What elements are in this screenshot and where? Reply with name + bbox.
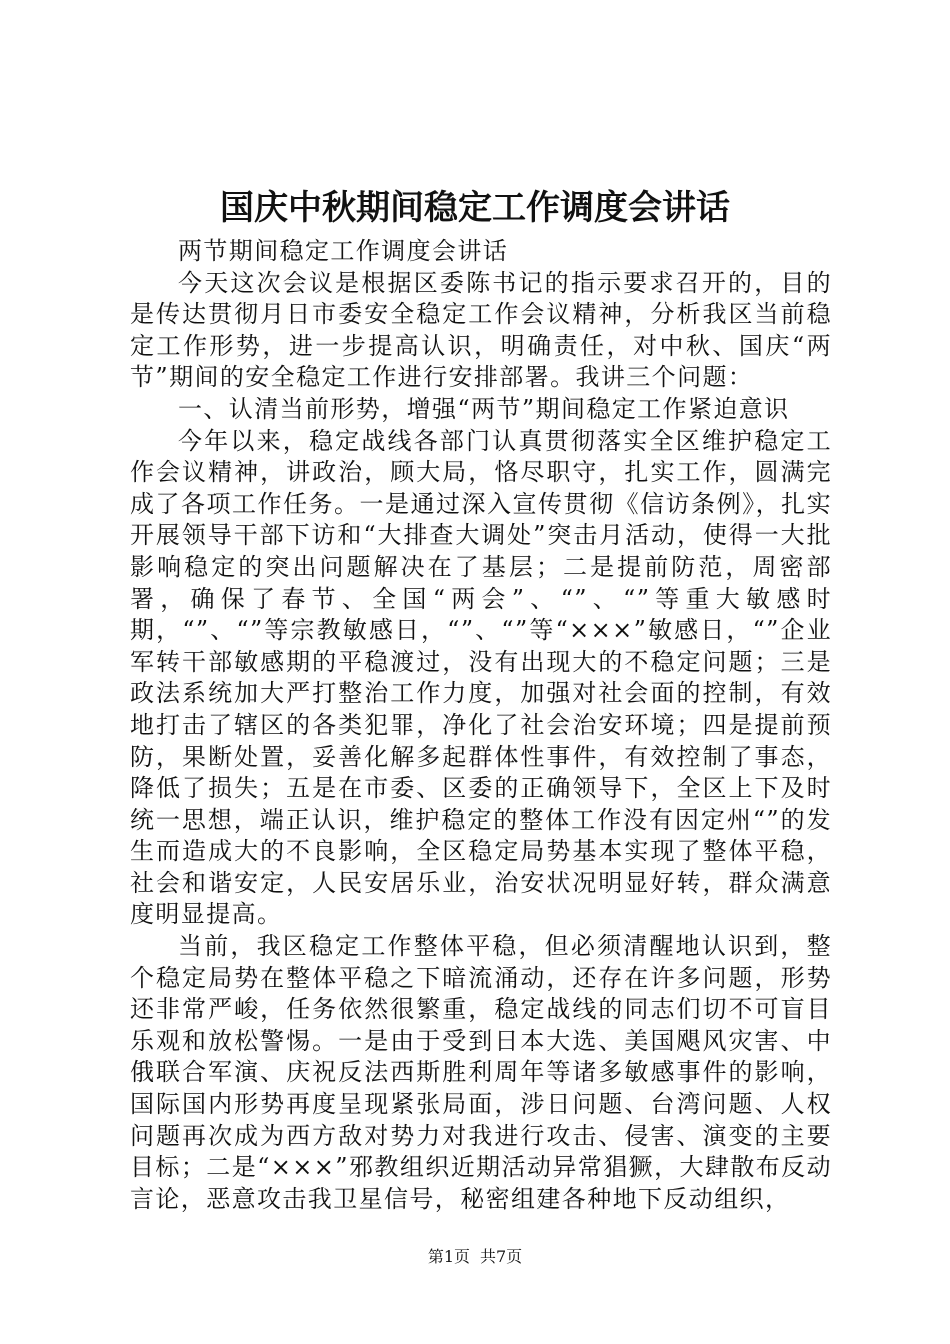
paragraph-intro: 今天这次会议是根据区委陈书记的指示要求召开的，目的是传达贯彻月日市委安全稳定工作会议精神，分析我区当前稳定工作形势，进一步提高认识，明确责任，对中秋、国庆“两节”期间的安全稳定工作进行安排部署。我讲三个问题： (130, 268, 832, 392)
section-heading-1: 一、认清当前形势，增强“两节”期间稳定工作紧迫意识 (178, 394, 790, 423)
paragraph-situation: 当前，我区稳定工作整体平稳，但必须清醒地认识到，整个稳定局势在整体平稳之下暗流涌动，还存在许多问题，形势还非常严峻，任务依然很繁重，稳定战线的同志们切不可盲目乐观和放松警惕。一是由于受到日本大选、美国飓风灾害、中俄联合军演、庆祝反法西斯胜利周年等诸多敏感事件的影响，国际国内形势再度呈现紧张局面，涉日问题、台湾问题、人权问题再次成为西方敌对势力对我进行攻击、侵害、演变的主要目标；二是“×××”邪教组织近期活动异常猖獗，大肆散布反动言论，恶意攻击我卫星信号，秘密组建各种地下反动组织， (130, 932, 832, 1213)
paragraph-achievements: 今年以来，稳定战线各部门认真贯彻落实全区维护稳定工作会议精神，讲政治，顾大局，恪尽职守，扎实工作，圆满完成了各项工作任务。一是通过深入宣传贯彻《信访条例》，扎实开展领导干部下访和“大排查大调处”突击月活动，使得一大批影响稳定的突出问题解决在了基层；二是提前防范，周密部署，确保了春节、全国“两会”、“”、“”等重大敏感时期，“”、“”等宗教敏感日，“”、“”等“×××”敏感日，“”企业军转干部敏感期的平稳渡过，没有出现大的不稳定问题；三是政法系统加大严打整治工作力度，加强对社会面的控制，有效地打击了辖区的各类犯罪，净化了社会治安环境；四是提前预防，果断处置，妥善化解多起群体性事件，有效控制了事态，降低了损失；五是在市委、区委的正确领导下，全区上下及时统一思想，端正认识，维护稳定的整体工作没有因定州“”的发生而造成大的不良影响，全区稳定局势基本实现了整体平稳，社会和谐安定，人民安居乐业，治安状况明显好转，群众满意度明显提高。 (130, 426, 832, 929)
document-body (130, 236, 832, 1215)
page-number: 第1页 (427, 1247, 470, 1266)
document-title: 国庆中秋期间稳定工作调度会讲话 (220, 188, 730, 228)
page-total: 共7页 (480, 1247, 523, 1266)
paragraph-subtitle: 两节期间稳定工作调度会讲话 (178, 237, 509, 265)
page-footer (0, 1245, 950, 1269)
